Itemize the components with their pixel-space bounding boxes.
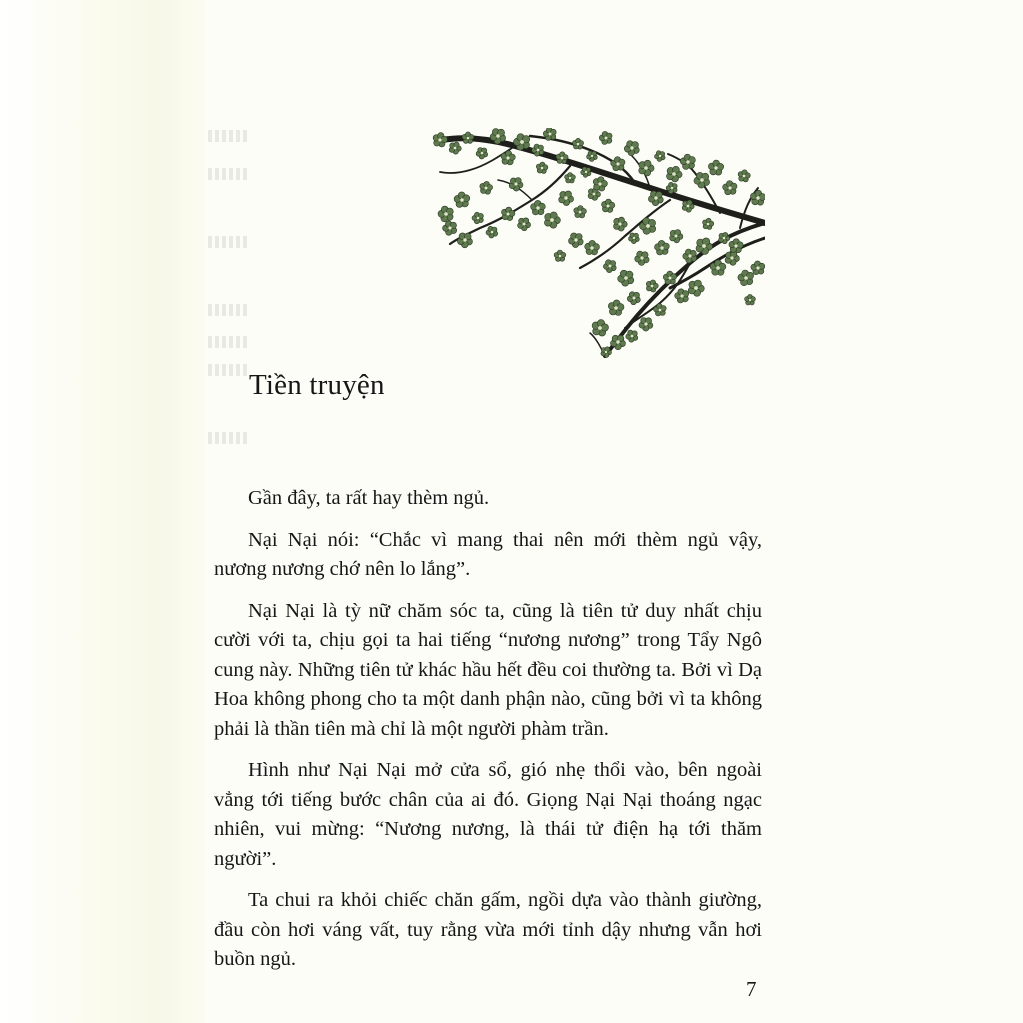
blossom-flower (745, 294, 756, 305)
blossom-center (660, 246, 663, 249)
blossom-center (671, 187, 674, 190)
page-gutter-shadow (0, 0, 205, 1023)
blossom-petal (463, 195, 470, 202)
blossom-flower (569, 233, 584, 248)
blossom-flower (556, 152, 568, 164)
blossom-center (744, 276, 748, 280)
blossom-center (605, 351, 607, 353)
branch-stroke (580, 200, 670, 268)
blossom-flower (675, 289, 689, 303)
blossom-flower (603, 260, 616, 273)
blossom-center (680, 294, 683, 297)
blossom-flower (587, 151, 598, 162)
blossom-center (506, 156, 509, 159)
blossom-petal (609, 202, 615, 208)
blossom-center (688, 254, 691, 257)
blossom-center (593, 193, 596, 196)
blossom-center (646, 224, 650, 228)
blossom-flower (614, 217, 628, 231)
blossom-petal (653, 283, 658, 288)
blossom-flower (667, 166, 683, 182)
blossom-petal (672, 166, 679, 173)
paragraph: Nại Nại nói: “Chắc vì mang thai nên mới thèm ngủ vậy, nương nương chớ nên lo lắng”. (214, 528, 762, 580)
show-through-text (208, 236, 250, 248)
blossom-flower (486, 226, 498, 238)
blossom-flower (629, 233, 640, 244)
blossom-flower (502, 207, 515, 221)
blossom-petal (694, 280, 701, 287)
blossom-flower (639, 318, 653, 332)
blossom-flower (573, 138, 584, 149)
blossom-center (444, 212, 448, 216)
blossom-flower (688, 280, 704, 296)
blossom-flower (738, 170, 750, 182)
page-number: 7 (746, 977, 757, 1001)
show-through-text (208, 168, 250, 180)
show-through-text (208, 336, 250, 348)
blossom-center (749, 299, 751, 301)
blossom-flower (738, 270, 754, 286)
blossom-center (624, 276, 628, 280)
blossom-flower (648, 191, 663, 206)
blossom-flower (626, 330, 638, 342)
blossom-center (481, 152, 484, 155)
paragraph: Ta chui ra khỏi chiếc chăn gấm, ngồi dựa vào thành giường, đầu còn hơi váng vất, tuy rằng vừa mới tỉnh dậy nhưng vẫn hơi buồn ngủ. (214, 889, 762, 970)
blossom-petal (441, 136, 447, 142)
blossom-flower (536, 162, 548, 173)
blossom-flower (509, 178, 523, 192)
blossom-center (631, 335, 634, 338)
blossom-flower (683, 249, 697, 263)
paragraph: Hình như Nại Nại mở cửa sổ, gió nhẹ thổi vào, bên ngoài vẳng tới tiếng bước chân của ai đó. Giọng Nại Nại thoáng ngạc nhiên, vui mừng: “Nương nương, là thái tử điện hạ tới thăm người”. (214, 759, 762, 870)
blossom-center (654, 196, 657, 199)
blossom-flower (599, 131, 612, 144)
blossom-center (614, 306, 618, 310)
blossom-center (651, 285, 654, 288)
show-through-text (208, 432, 250, 444)
blossom-flower (611, 157, 625, 171)
blossom-center (734, 244, 737, 247)
blossom-flower (627, 292, 640, 305)
blossom-center (700, 178, 704, 182)
blossom-flower (635, 251, 649, 265)
blossom-flower (457, 233, 472, 248)
blossom-petal (561, 252, 566, 257)
blossom-center (514, 182, 517, 185)
blossom-center (714, 166, 717, 169)
blossom-center (616, 340, 619, 343)
blossom-center (723, 237, 726, 240)
blossom-flower (751, 261, 765, 275)
blossom-center (686, 160, 689, 163)
blossom-petal (581, 208, 587, 214)
blossom-flower (544, 212, 560, 228)
blossom-center (730, 256, 733, 259)
blossom-flower (703, 218, 714, 229)
blossom-petal (601, 324, 608, 331)
blossom-petal (509, 154, 515, 160)
blossom-petal (550, 212, 557, 219)
blossom-flower (696, 238, 713, 255)
blossom-center (564, 196, 567, 199)
blossom-center (659, 155, 661, 157)
blossom-petal (509, 210, 515, 216)
blossom-center (687, 205, 690, 208)
chapter-title: Tiền truyện (249, 369, 385, 401)
blossom-flower (581, 167, 591, 177)
blossom-flower (618, 270, 634, 286)
blossom-center (520, 140, 524, 144)
paragraph: Nại Nại là tỳ nữ chăm sóc ta, cũng là tiên tử duy nhất chịu cười với ta, chịu gọi ta hai tiếng “nương nương” trong Tẩy Ngô cung này. Những tiên tử khác hầu hết đều coi thường ta. Bởi vì Dạ Hoa không phong cho ta một danh phận nào, cũng bởi vì ta không phải là thần tiên mà chỉ là một người phàm trần. (214, 599, 762, 740)
blossom-petal (745, 173, 750, 178)
blossom-flower (602, 199, 615, 212)
blossom-flower (476, 148, 488, 160)
blossom-flower (708, 160, 723, 175)
blossom-center (537, 149, 540, 152)
blossom-center (605, 137, 608, 140)
blossom-center (659, 309, 662, 312)
blossom-center (669, 277, 672, 280)
blossom-petal (487, 185, 493, 191)
blossom-flower (480, 181, 493, 194)
blossom-flower (438, 206, 453, 222)
blossom-center (630, 146, 633, 149)
blossom-center (569, 177, 571, 179)
blossom-center (448, 226, 451, 229)
blossom-center (694, 286, 698, 290)
blossom-center (716, 266, 720, 270)
blossom-center (467, 137, 470, 140)
blossom-flower (449, 142, 461, 154)
blossom-center (577, 143, 580, 146)
blossom-center (507, 213, 510, 216)
blossom-flower (751, 190, 766, 205)
blossom-center (616, 162, 619, 165)
blossom-petal (543, 165, 548, 170)
blossom-center (644, 322, 647, 325)
blossom-flower (443, 221, 457, 236)
blossom-flower (531, 200, 546, 215)
blossom-center (541, 167, 544, 170)
blossom-center (598, 182, 601, 185)
blossom-flower (680, 154, 695, 169)
blossom-petal (579, 141, 584, 146)
blossom-center (496, 134, 500, 138)
blossom-flower (639, 160, 654, 176)
blossom-center (460, 198, 464, 202)
show-through-text (208, 304, 250, 316)
blossom-branch-illustration (420, 128, 765, 363)
blossom-petal (663, 243, 670, 250)
blossom-petal (759, 263, 765, 269)
blossom-flower (532, 144, 544, 156)
blossom-flower (729, 239, 743, 253)
blossom-center (536, 206, 539, 209)
blossom-flower (624, 141, 639, 156)
blossom-petal (759, 194, 765, 201)
show-through-text (208, 364, 250, 376)
blossom-petal (618, 217, 624, 223)
blossom-center (585, 171, 587, 173)
blossom-flower (454, 192, 470, 208)
blossom-center (609, 265, 612, 268)
blossom-petal (571, 175, 576, 180)
blossom-center (640, 256, 643, 259)
blossom-petal (563, 155, 568, 160)
blossom-petal (601, 180, 607, 186)
blossom-petal (671, 274, 677, 280)
blossom-center (523, 223, 526, 226)
blossom-flower (593, 177, 607, 191)
blossom-center (485, 187, 488, 190)
blossom-petal (661, 306, 667, 312)
blossom-center (707, 223, 710, 226)
blossom-petal (731, 183, 737, 189)
blossom-flower (655, 151, 666, 162)
blossom-petal (644, 160, 651, 167)
blossom-flower (670, 230, 683, 243)
blossom-flower (719, 232, 730, 243)
blossom-center (561, 157, 564, 160)
blossom-center (559, 255, 562, 258)
blossom-flower (462, 132, 474, 144)
blossom-center (728, 186, 731, 189)
show-through-text (208, 130, 250, 142)
paragraph: Gần đây, ta rất hay thèm ngủ. (248, 487, 490, 509)
blossom-flower (655, 240, 670, 255)
blossom-petal (617, 304, 624, 311)
blossom-flower (646, 280, 658, 292)
blossom-flower (433, 133, 447, 147)
blossom-center (463, 238, 466, 241)
blossom-center (549, 133, 552, 136)
blossom-petal (593, 244, 600, 251)
blossom-center (618, 222, 621, 225)
blossom-petal (737, 242, 743, 248)
blossom-center (438, 138, 441, 141)
blossom-center (591, 155, 593, 157)
blossom-petal (751, 297, 756, 302)
blossom-flower (725, 251, 739, 265)
blossom-flower (574, 206, 587, 219)
blossom-flower (585, 240, 600, 255)
blossom-flower (565, 173, 576, 184)
blossom-flower (518, 218, 531, 231)
blossom-center (743, 175, 746, 178)
blossom-center (590, 246, 593, 249)
blossom-flower (608, 300, 624, 316)
blossom-petal (619, 159, 625, 165)
blossom-center (756, 266, 759, 269)
blossom-center (644, 166, 648, 170)
blossom-center (550, 218, 554, 222)
blossom-center (633, 297, 636, 300)
blossom-center (702, 244, 706, 248)
blossom-flower (554, 250, 566, 261)
blossom-center (607, 205, 610, 208)
blossom-petal (717, 163, 724, 170)
blossom-center (672, 172, 676, 176)
blossom-center (454, 147, 457, 150)
blossom-center (579, 211, 582, 214)
blossom-flower (472, 212, 483, 224)
blossom-petal (709, 221, 714, 226)
blossom-petal (723, 232, 728, 237)
blossom-flower (723, 181, 737, 195)
blossom-flower (559, 191, 574, 206)
body-text (214, 484, 762, 987)
blossom-center (574, 238, 577, 241)
blossom-center (756, 196, 759, 199)
blossom-center (633, 237, 635, 239)
blossom-flower (663, 271, 676, 284)
blossom-petal (719, 263, 726, 270)
blossom-center (491, 231, 494, 234)
blossom-center (477, 217, 480, 220)
blossom-flower (592, 320, 608, 336)
blossom-center (598, 326, 602, 330)
blossom-center (675, 235, 678, 238)
blossom-petal (539, 203, 546, 210)
blossom-petal (469, 134, 474, 139)
